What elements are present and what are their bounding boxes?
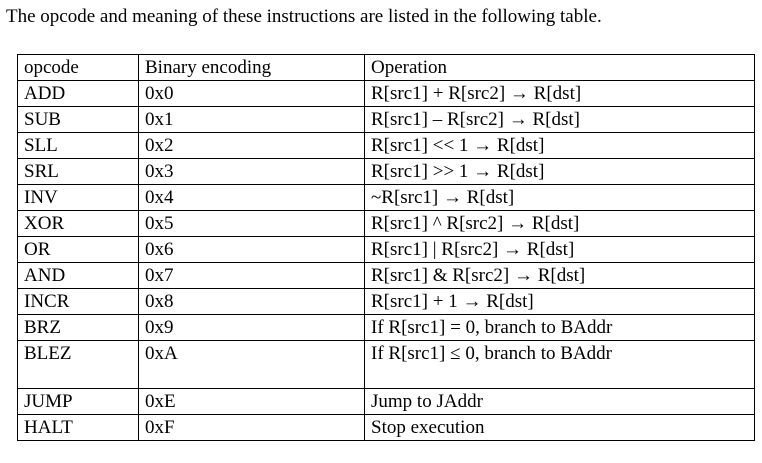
cell-operation: If R[src1] ≤ 0, branch to BAddr bbox=[365, 341, 755, 389]
cell-opcode: SRL bbox=[18, 159, 139, 185]
cell-opcode: OR bbox=[18, 237, 139, 263]
header-binary-encoding: Binary encoding bbox=[139, 55, 365, 81]
table-row bbox=[18, 341, 755, 389]
cell-operation: R[src1] >> 1 → R[dst] bbox=[365, 159, 755, 185]
cell-operation: R[src1] + R[src2] → R[dst] bbox=[365, 81, 755, 107]
cell-opcode: ADD bbox=[18, 81, 139, 107]
table-row bbox=[18, 211, 755, 237]
cell-opcode: JUMP bbox=[18, 389, 139, 415]
cell-binary: 0x5 bbox=[139, 211, 365, 237]
cell-binary: 0x9 bbox=[139, 315, 365, 341]
opcode-table bbox=[17, 54, 755, 441]
cell-binary: 0x4 bbox=[139, 185, 365, 211]
cell-operation: Stop execution bbox=[365, 415, 755, 441]
intro-text: The opcode and meaning of these instructions are listed in the following table. bbox=[6, 6, 602, 27]
cell-opcode: SUB bbox=[18, 107, 139, 133]
cell-operation: R[src1] | R[src2] → R[dst] bbox=[365, 237, 755, 263]
cell-operation: R[src1] << 1 → R[dst] bbox=[365, 133, 755, 159]
cell-operation: R[src1] & R[src2] → R[dst] bbox=[365, 263, 755, 289]
cell-binary: 0x7 bbox=[139, 263, 365, 289]
table-row bbox=[18, 415, 755, 441]
cell-binary: 0x2 bbox=[139, 133, 365, 159]
table-row bbox=[18, 159, 755, 185]
cell-opcode: XOR bbox=[18, 211, 139, 237]
table-row bbox=[18, 107, 755, 133]
table-header-row bbox=[18, 55, 755, 81]
table-row bbox=[18, 389, 755, 415]
cell-opcode: INV bbox=[18, 185, 139, 211]
cell-operation: If R[src1] = 0, branch to BAddr bbox=[365, 315, 755, 341]
table-row bbox=[18, 237, 755, 263]
cell-binary: 0xE bbox=[139, 389, 365, 415]
table-row bbox=[18, 185, 755, 211]
cell-operation: R[src1] – R[src2] → R[dst] bbox=[365, 107, 755, 133]
cell-binary: 0x8 bbox=[139, 289, 365, 315]
cell-binary: 0x1 bbox=[139, 107, 365, 133]
cell-opcode: BRZ bbox=[18, 315, 139, 341]
header-opcode: opcode bbox=[18, 55, 139, 81]
cell-binary: 0x6 bbox=[139, 237, 365, 263]
cell-opcode: HALT bbox=[18, 415, 139, 441]
cell-binary: 0xF bbox=[139, 415, 365, 441]
cell-opcode: SLL bbox=[18, 133, 139, 159]
table-row bbox=[18, 263, 755, 289]
cell-operation: R[src1] + 1 → R[dst] bbox=[365, 289, 755, 315]
header-operation: Operation bbox=[365, 55, 755, 81]
cell-operation: R[src1] ^ R[src2] → R[dst] bbox=[365, 211, 755, 237]
cell-operation: ~R[src1] → R[dst] bbox=[365, 185, 755, 211]
cell-opcode: AND bbox=[18, 263, 139, 289]
cell-binary: 0x0 bbox=[139, 81, 365, 107]
cell-operation: Jump to JAddr bbox=[365, 389, 755, 415]
cell-opcode: INCR bbox=[18, 289, 139, 315]
table-row bbox=[18, 133, 755, 159]
cell-binary: 0x3 bbox=[139, 159, 365, 185]
table-row bbox=[18, 315, 755, 341]
table-row bbox=[18, 81, 755, 107]
table-row bbox=[18, 289, 755, 315]
cell-opcode: BLEZ bbox=[18, 341, 139, 389]
cell-binary: 0xA bbox=[139, 341, 365, 389]
